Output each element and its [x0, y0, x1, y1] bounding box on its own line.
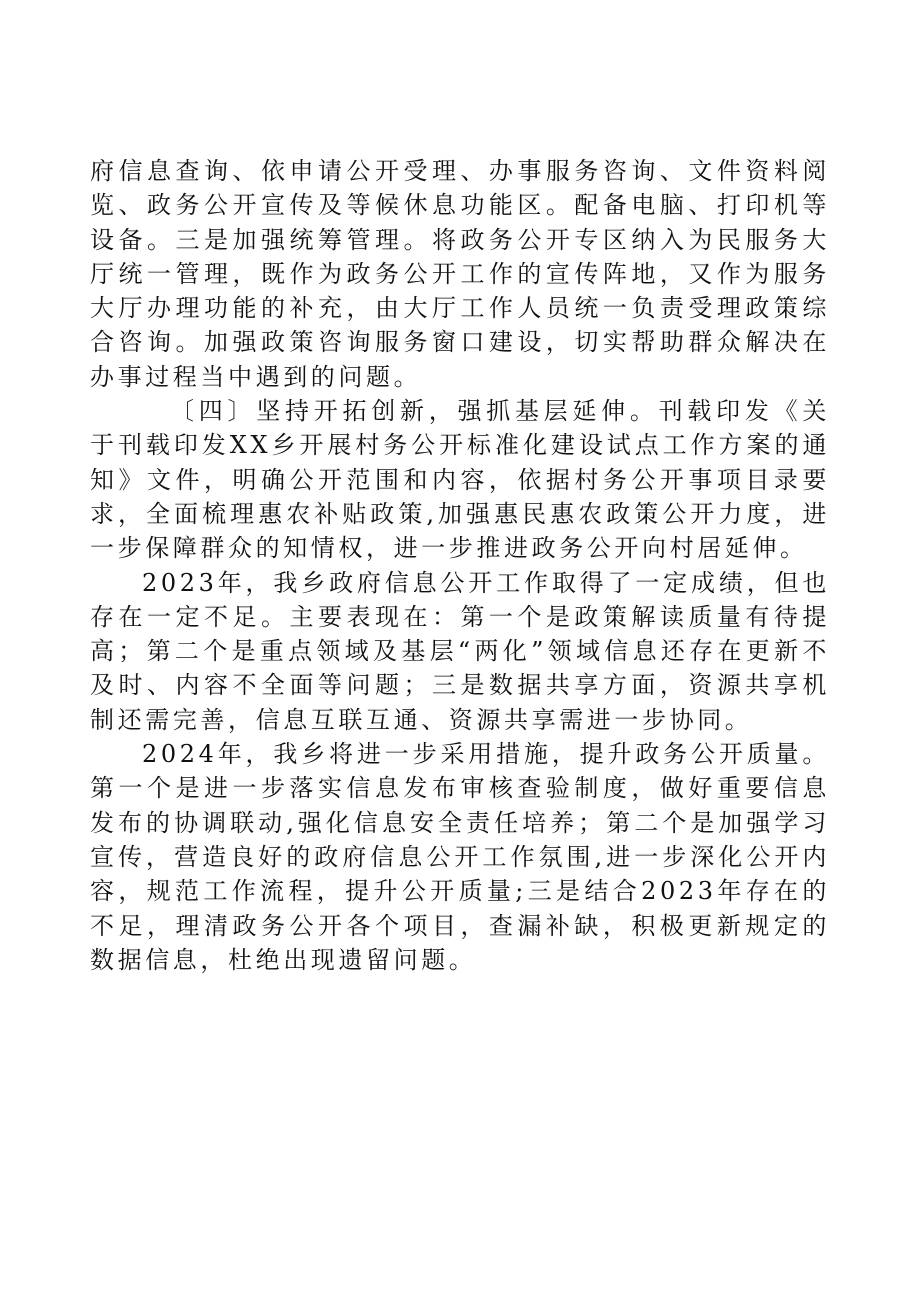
paragraph-public-zone-continued: 府信息查询、依申请公开受理、办事服务咨询、文件资料阅览、政务公开宣传及等候休息功能区。配备电脑、打印机等设备。三是加强统筹管理。将政务公开专区纳入为民服务大厅统一管理，既作为政务公开工作的宣传阵地，又作为服务大厅办理功能的补充，由大厅工作人员统一负责受理政策综合咨询。加强政策咨询服务窗口建设，切实帮助群众解决在办事过程当中遇到的问题。 — [90, 157, 830, 391]
document-body — [90, 154, 830, 977]
paragraph-2023-shortcomings: 2023年，我乡政府信息公开工作取得了一定成绩，但也存在一定不足。主要表现在：第一个是政策解读质量有待提高；第二个是重点领域及基层“两化”领域信息还存在更新不及时、内容不全面等问题；三是数据共享方面，资源共享机制还需完善，信息互联互通、资源共享需进一步协同。 — [90, 568, 830, 734]
paragraph-2024-plans: 2024年，我乡将进一步采用措施，提升政务公开质量。第一个是进一步落实信息发布审核查验制度，做好重要信息发布的协调联动,强化信息安全责任培养；第二个是加强学习宣传，营造良好的政府信息公开工作氛围,进一步深化公开内容，规范工作流程，提升公开质量;三是结合2023年存在的不足，理清政务公开各个项目，查漏补缺，积极更新规定的数据信息，杜绝出现遗留问题。 — [90, 740, 830, 974]
paragraph-grassroots-extension: 〔四〕坚持开拓创新，强抓基层延伸。刊载印发《关于刊载印发XX乡开展村务公开标准化建设试点工作方案的通知》文件，明确公开范围和内容，依据村务公开事项目录要求，全面梳理惠农补贴政策,加强惠民惠农政策公开力度，进一步保障群众的知情权，进一步推进政务公开向村居延伸。 — [90, 397, 830, 563]
